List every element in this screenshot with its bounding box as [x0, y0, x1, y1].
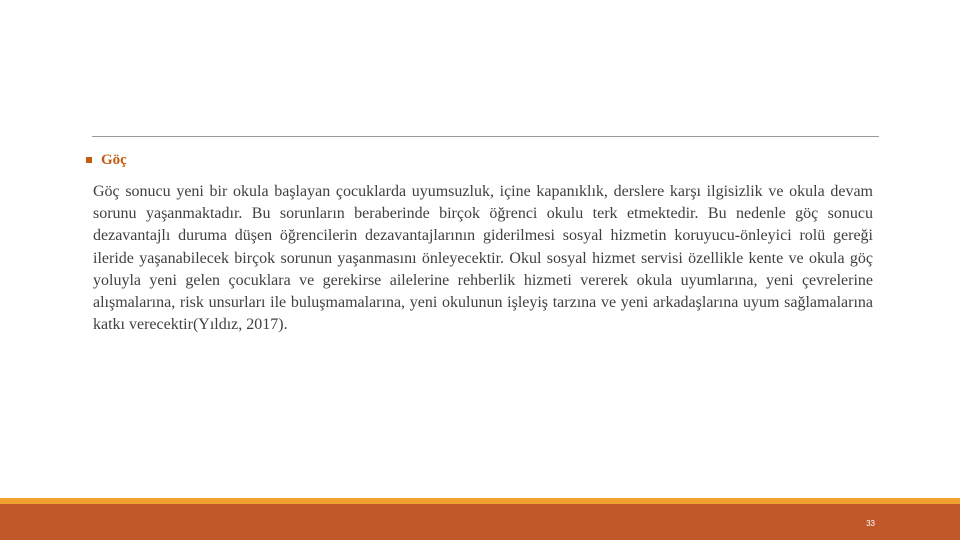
- section-heading: Göç: [101, 152, 127, 168]
- body-paragraph: Göç sonucu yeni bir okula başlayan çocuklarda uyumsuzluk, içine kapanıklık, derslere karşı ilgisizlik ve okula devam sorunu yaşanmaktadır. Bu sorunların beraberinde birçok öğrenci okulu terk etmektedir. Bu nedenle göç sonucu dezavantajlı duruma düşen öğrencilerin dezavantajlarının giderilmesi sosyal hizmetin koruyucu-önleyici rolü gereği ileride yaşanabilecek birçok sorunun yaşanmasını önleyecektir. Okul sosyal hizmet servisi özellikle kente ve okula göç yoluyla yeni gelen çocuklara ve gerekirse ailelerine rehberlik hizmeti vererek okula uyumlarına, yeni çevrelerine alışmalarına, risk unsurları ile buluşmamalarına, yeni okulunun işleyiş tarzına ve yeni arkadaşlarına uyum sağlamalarına katkı verecektir(Yıldız, 2017).: [93, 183, 873, 334]
- bullet-item: [86, 150, 127, 170]
- square-bullet-icon: [86, 157, 92, 163]
- title-divider-line: [92, 136, 879, 137]
- page-number: 33: [866, 519, 875, 528]
- footer-bar: [0, 504, 960, 540]
